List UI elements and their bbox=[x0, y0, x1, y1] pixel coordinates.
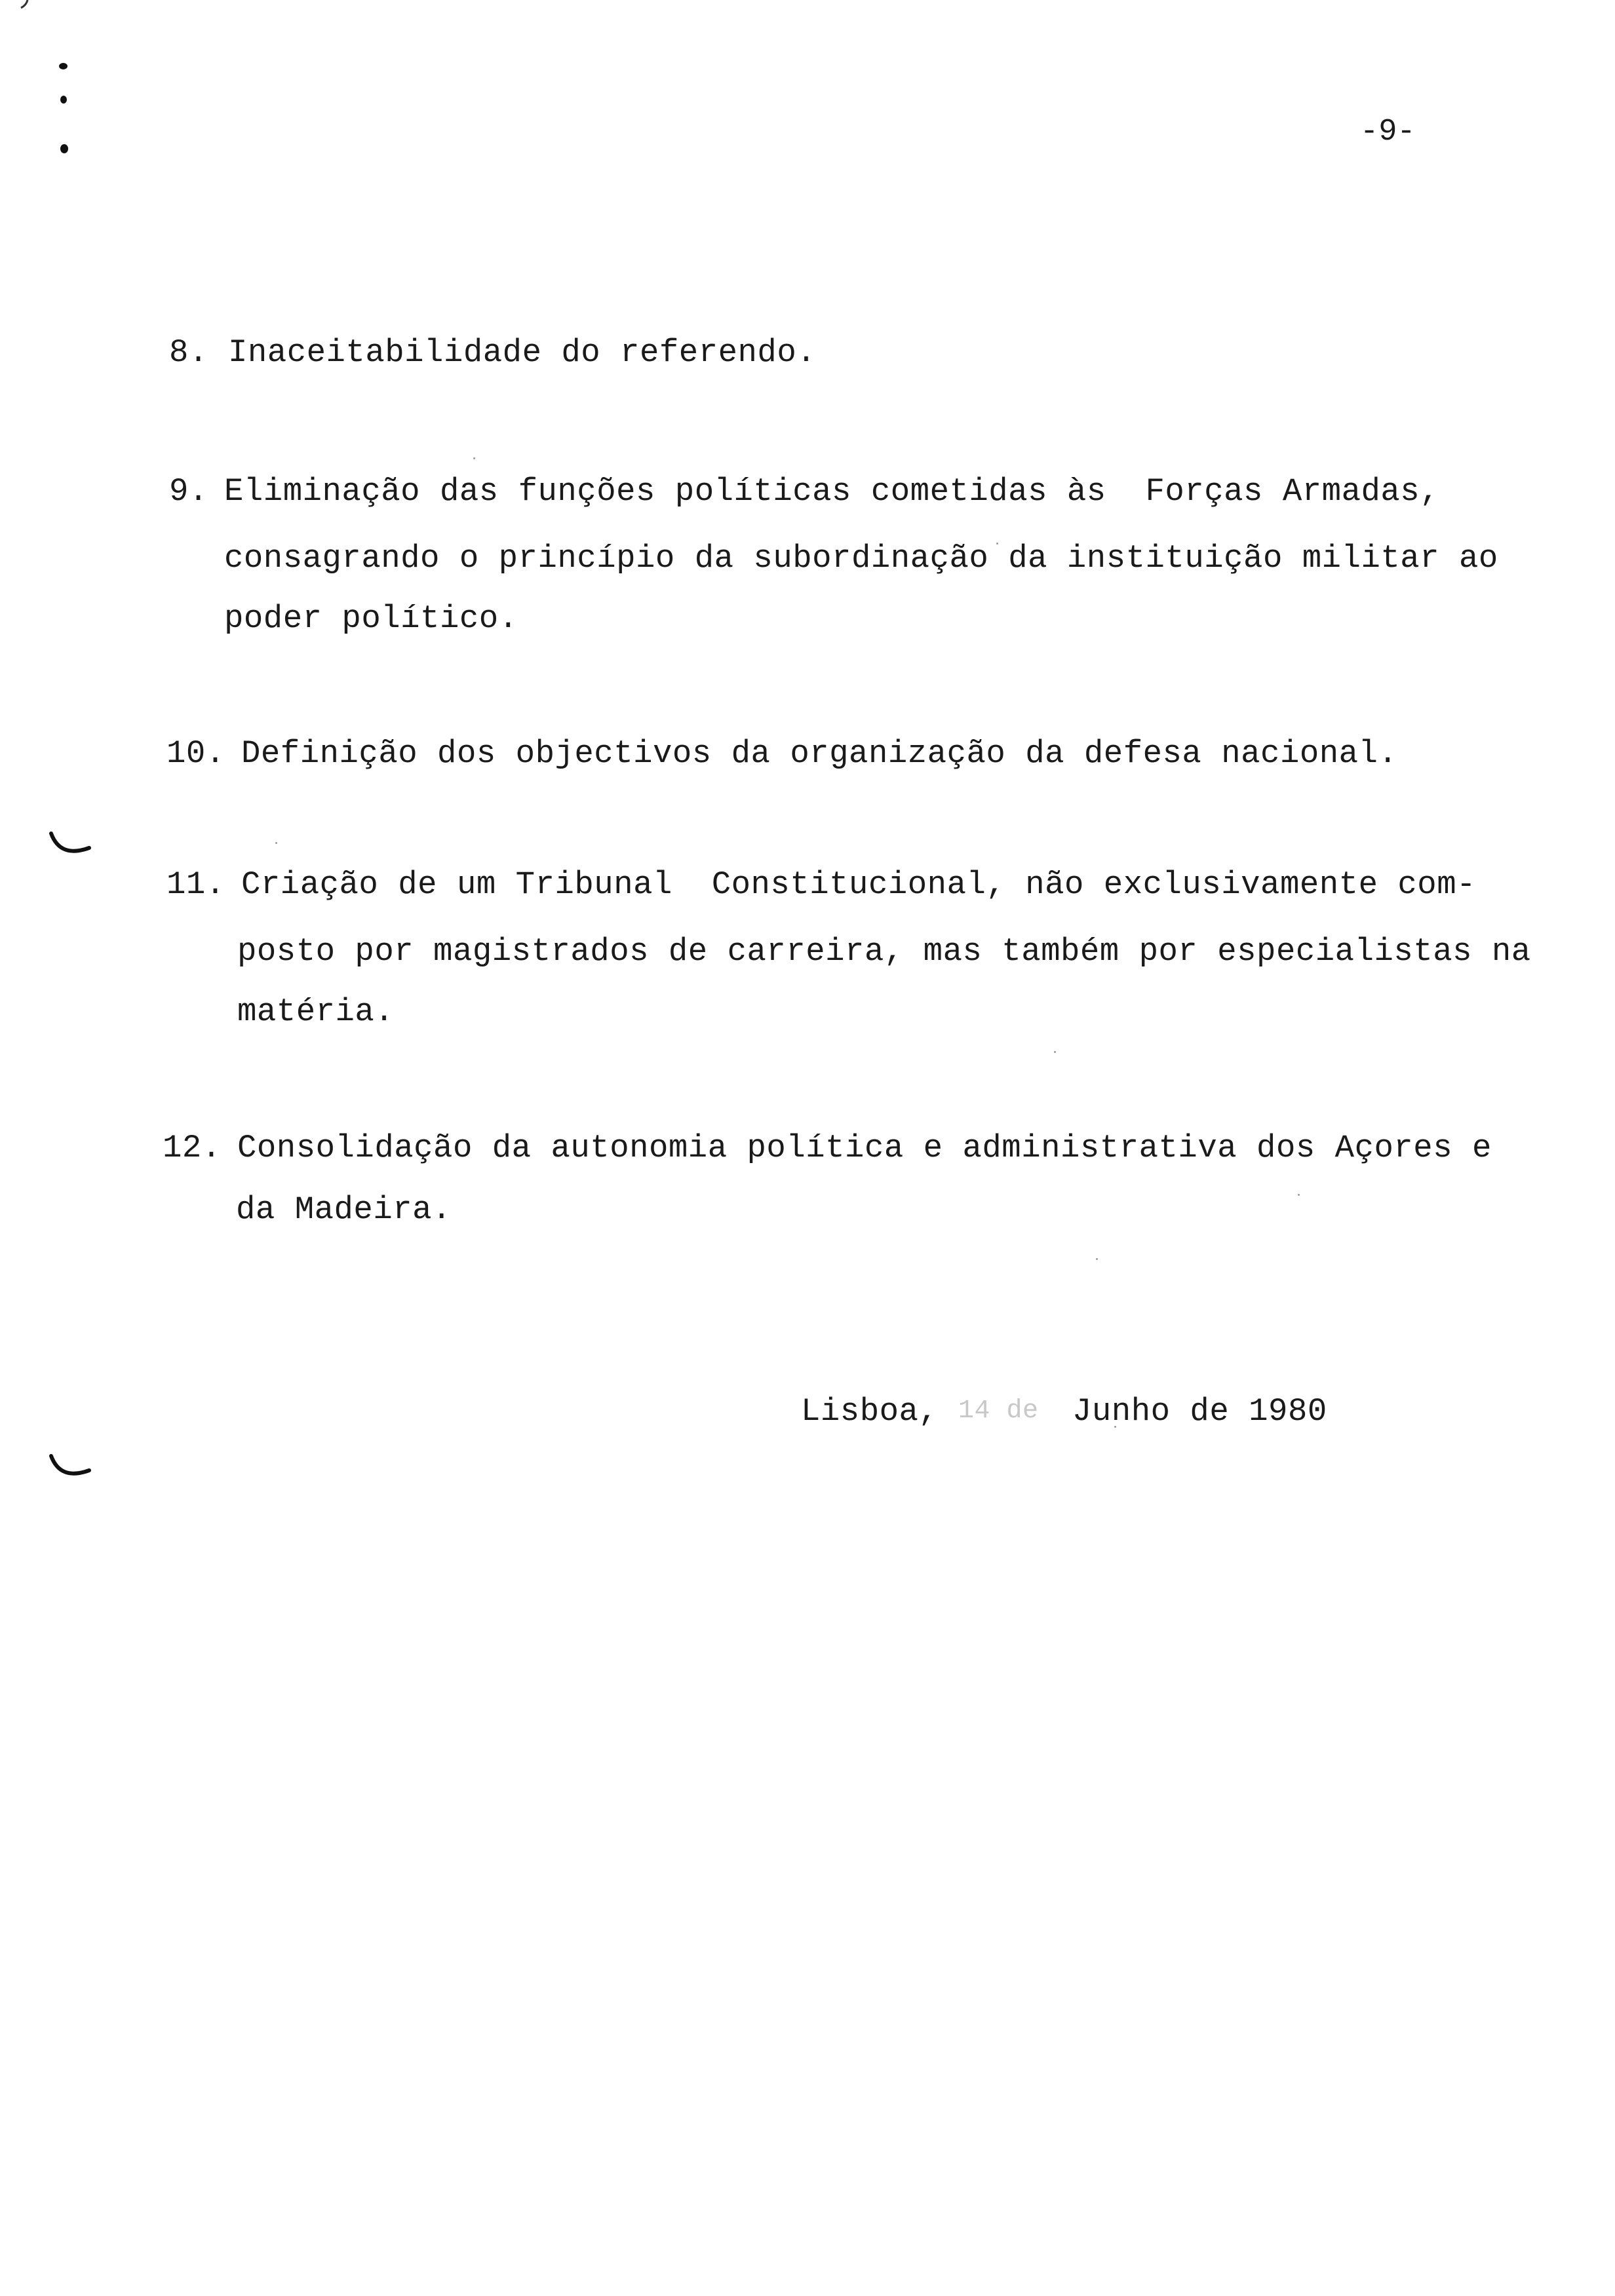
list-item-number: 10. bbox=[166, 735, 225, 772]
hole-punch-arc-mark bbox=[46, 826, 98, 865]
scan-speck bbox=[1054, 1051, 1056, 1053]
list-item-number: 12. bbox=[163, 1130, 222, 1166]
page-number: -9- bbox=[1360, 115, 1416, 149]
list-item-text: Inaceitabilidade do referendo. bbox=[228, 334, 817, 371]
list-item-text: Consolidação da autonomia política e administrativa dos Açores e bbox=[237, 1130, 1492, 1166]
list-item-text: poder político. bbox=[224, 600, 518, 637]
list-item-number: 11. bbox=[166, 866, 225, 903]
list-item-text: posto por magistrados de carreira, mas também por especialistas na bbox=[237, 933, 1531, 970]
list-item-number: 8. bbox=[169, 334, 208, 371]
list-item-number: 9. bbox=[169, 473, 208, 510]
scan-speck bbox=[275, 842, 277, 844]
scan-speck bbox=[473, 457, 475, 459]
list-item-text: Definição dos objectivos da organização da defesa nacional. bbox=[241, 735, 1398, 772]
list-item-text: Eliminação das funções políticas cometidas às Forças Armadas, bbox=[224, 473, 1440, 510]
list-item-text: da Madeira. bbox=[236, 1191, 452, 1228]
scan-speck bbox=[1298, 1194, 1300, 1196]
signoff-day-faded: 14 de bbox=[958, 1396, 1039, 1426]
list-item-text: matéria. bbox=[237, 993, 395, 1030]
signoff-month-year: Junho de 1980 bbox=[1072, 1393, 1327, 1430]
binder-hole-mark bbox=[60, 144, 68, 153]
list-item-text: Criação de um Tribunal Constitucional, não exclusivamente com- bbox=[241, 866, 1477, 903]
binder-hole-mark bbox=[59, 63, 68, 69]
list-item-text: consagrando o princípio da subordinação da instituição militar ao bbox=[224, 540, 1498, 577]
scan-speck bbox=[1096, 1258, 1098, 1260]
hole-punch-arc-mark bbox=[46, 1448, 98, 1487]
corner-mark bbox=[13, 0, 33, 13]
signoff-place: Lisboa, bbox=[801, 1393, 939, 1430]
binder-hole-mark bbox=[60, 96, 67, 104]
